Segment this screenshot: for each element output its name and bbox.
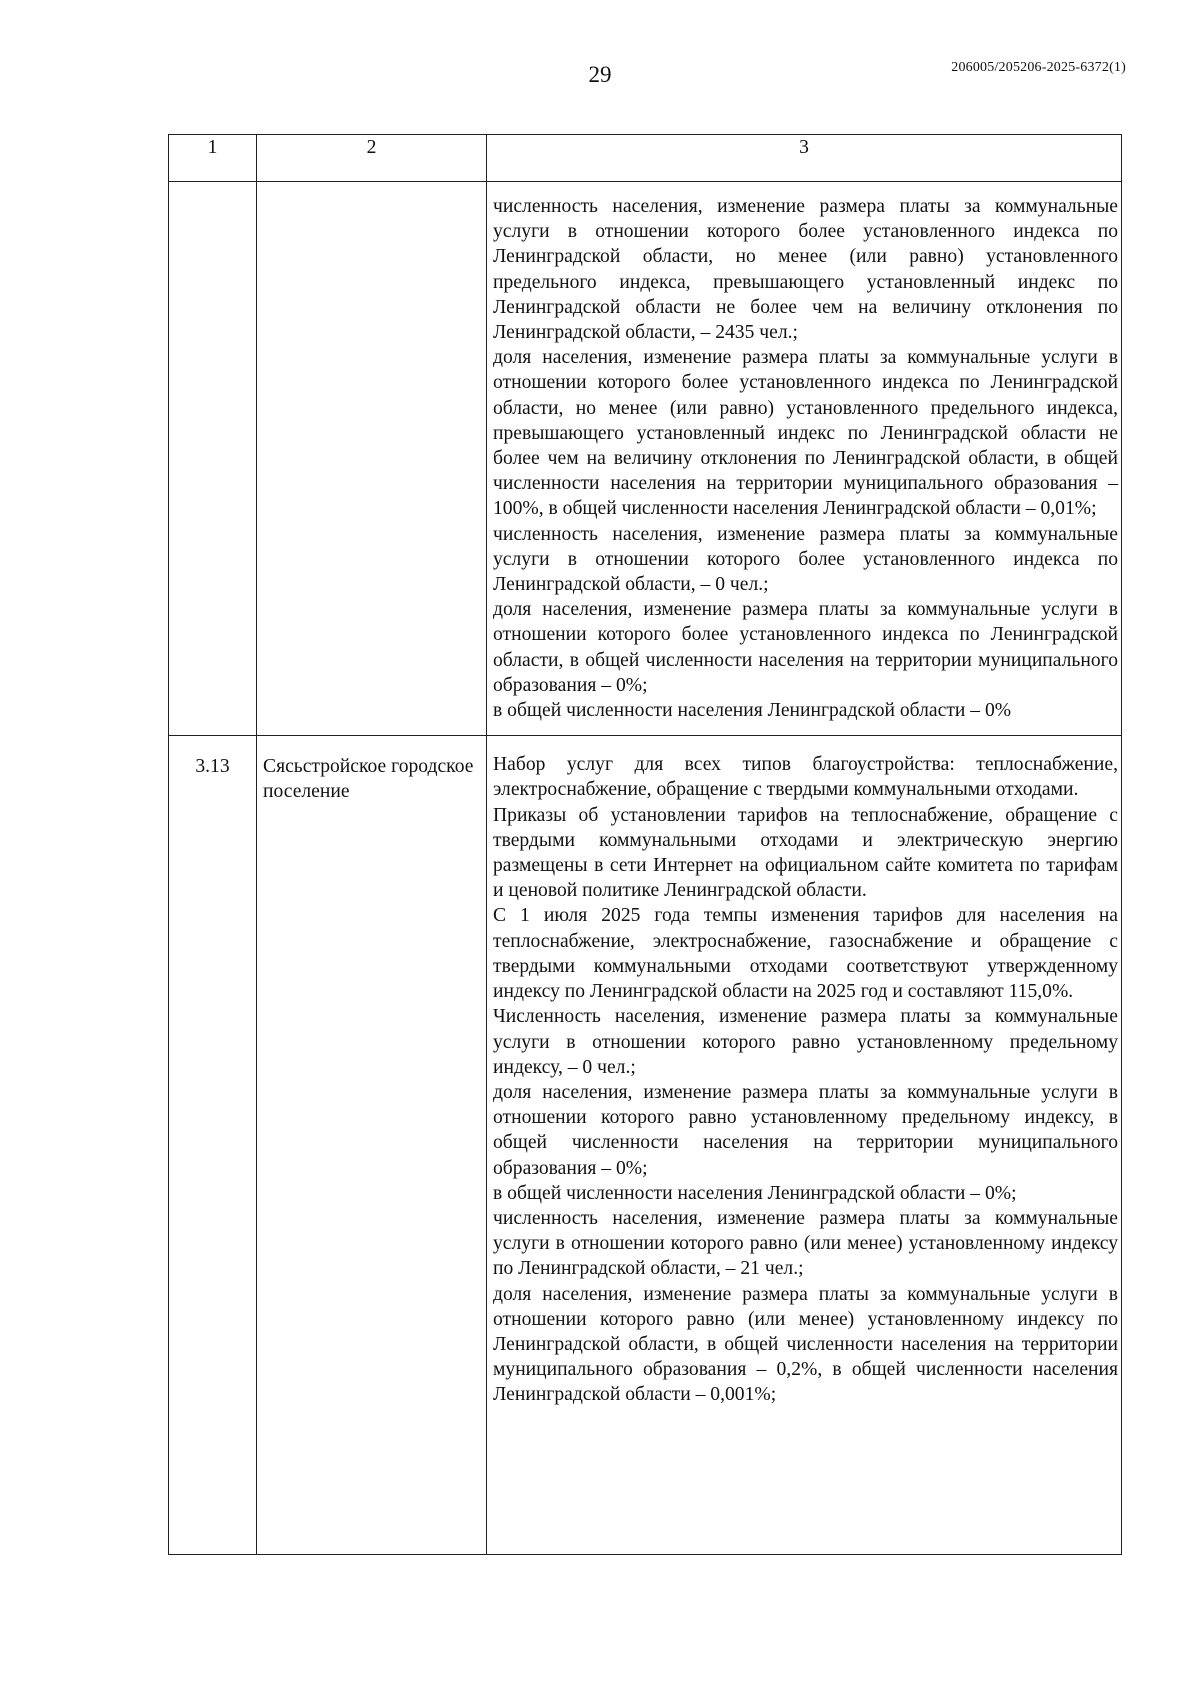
row-number-cell: 3.13	[169, 736, 257, 1555]
paragraph: С 1 июля 2025 года темпы изменения тарифов для населения на теплоснабжение, электроснабжение, газоснабжение и обращение с твердыми коммунальными отходами соответствуют утвержденному индексу по Ленинградской области на 2025 год и составляют 115,0%.	[493, 905, 1118, 1003]
paragraph: доля населения, изменение размера платы за коммунальные услуги в отношении которого равно установленному предельному индексу, в общей численности населения на территории муниципального образования – 0%;	[493, 1081, 1118, 1179]
paragraph: в общей численности населения Ленинградской области – 0%	[493, 700, 1012, 722]
table-row	[169, 736, 1122, 1555]
paragraph: Приказы об установлении тарифов на теплоснабжение, обращение с твердыми коммунальными отходами и электрическую энергию размещены в сети Интернет на официальном сайте комитета по тарифам и ценовой политике Ленинградской области.	[493, 804, 1118, 902]
column-header-3: 3	[487, 135, 1122, 182]
paragraph: Набор услуг для всех типов благоустройства: теплоснабжение, электроснабжение, обращение с твердыми коммунальными отходами.	[493, 754, 1118, 801]
row-name-cell	[257, 182, 487, 736]
row-content-cell	[487, 182, 1122, 736]
row-name-cell: Сясьстройское городское поселение	[257, 736, 487, 1555]
paragraph: численность населения, изменение размера платы за коммунальные услуги в отношении которого более установленного индекса по Ленинградской области, – 0 чел.;	[493, 523, 1118, 596]
table-header-row	[169, 135, 1122, 182]
document-table	[168, 134, 1122, 1555]
paragraph: доля населения, изменение размера платы за коммунальные услуги в отношении которого равно (или менее) установленному индексу по Ленинградской области, в общей численности населения на территории муниципального образования – 0,2%, в общей численности населения Ленинградской области – 0,001%;	[493, 1283, 1118, 1406]
paragraph: доля населения, изменение размера платы за коммунальные услуги в отношении которого более установленного индекса по Ленинградской области, в общей численности населения на территории муниципального образования – 0%;	[493, 599, 1118, 696]
paragraph: доля населения, изменение размера платы за коммунальные услуги в отношении которого более установленного индекса по Ленинградской области, но менее (или равно) установленного предельного индекса, превышающего установленный индекс по Ленинградской области не более чем на величину отклонения по Ленинградской области, в общей численности населения на территории муниципального образования – 100%, в общей численности населения Ленинградской области – 0,01%;	[493, 347, 1118, 520]
column-header-2: 2	[257, 135, 487, 182]
document-number: 206005/205206-2025-6372(1)	[951, 60, 1126, 75]
paragraph: в общей численности населения Ленинградской области – 0%;	[493, 1182, 1017, 1204]
column-header-1: 1	[169, 135, 257, 182]
paragraph: численность населения, изменение размера платы за коммунальные услуги в отношении которого равно (или менее) установленному индексу по Ленинградской области, – 21 чел.;	[493, 1207, 1118, 1280]
row-number-cell	[169, 182, 257, 736]
page-number: 29	[588, 62, 612, 87]
table-row	[169, 182, 1122, 736]
paragraph: Численность населения, изменение размера платы за коммунальные услуги в отношении которого равно установленному предельному индексу, – 0 чел.;	[493, 1006, 1118, 1078]
document-table-frame	[168, 134, 1122, 1555]
row-content-cell	[487, 736, 1122, 1555]
paragraph: численность населения, изменение размера платы за коммунальные услуги в отношении которого более установленного индекса по Ленинградской области, но менее (или равно) установленного предельного индекса, превышающего установленный индекс по Ленинградской области не более чем на величину отклонения по Ленинградской области, – 2435 чел.;	[493, 196, 1118, 344]
